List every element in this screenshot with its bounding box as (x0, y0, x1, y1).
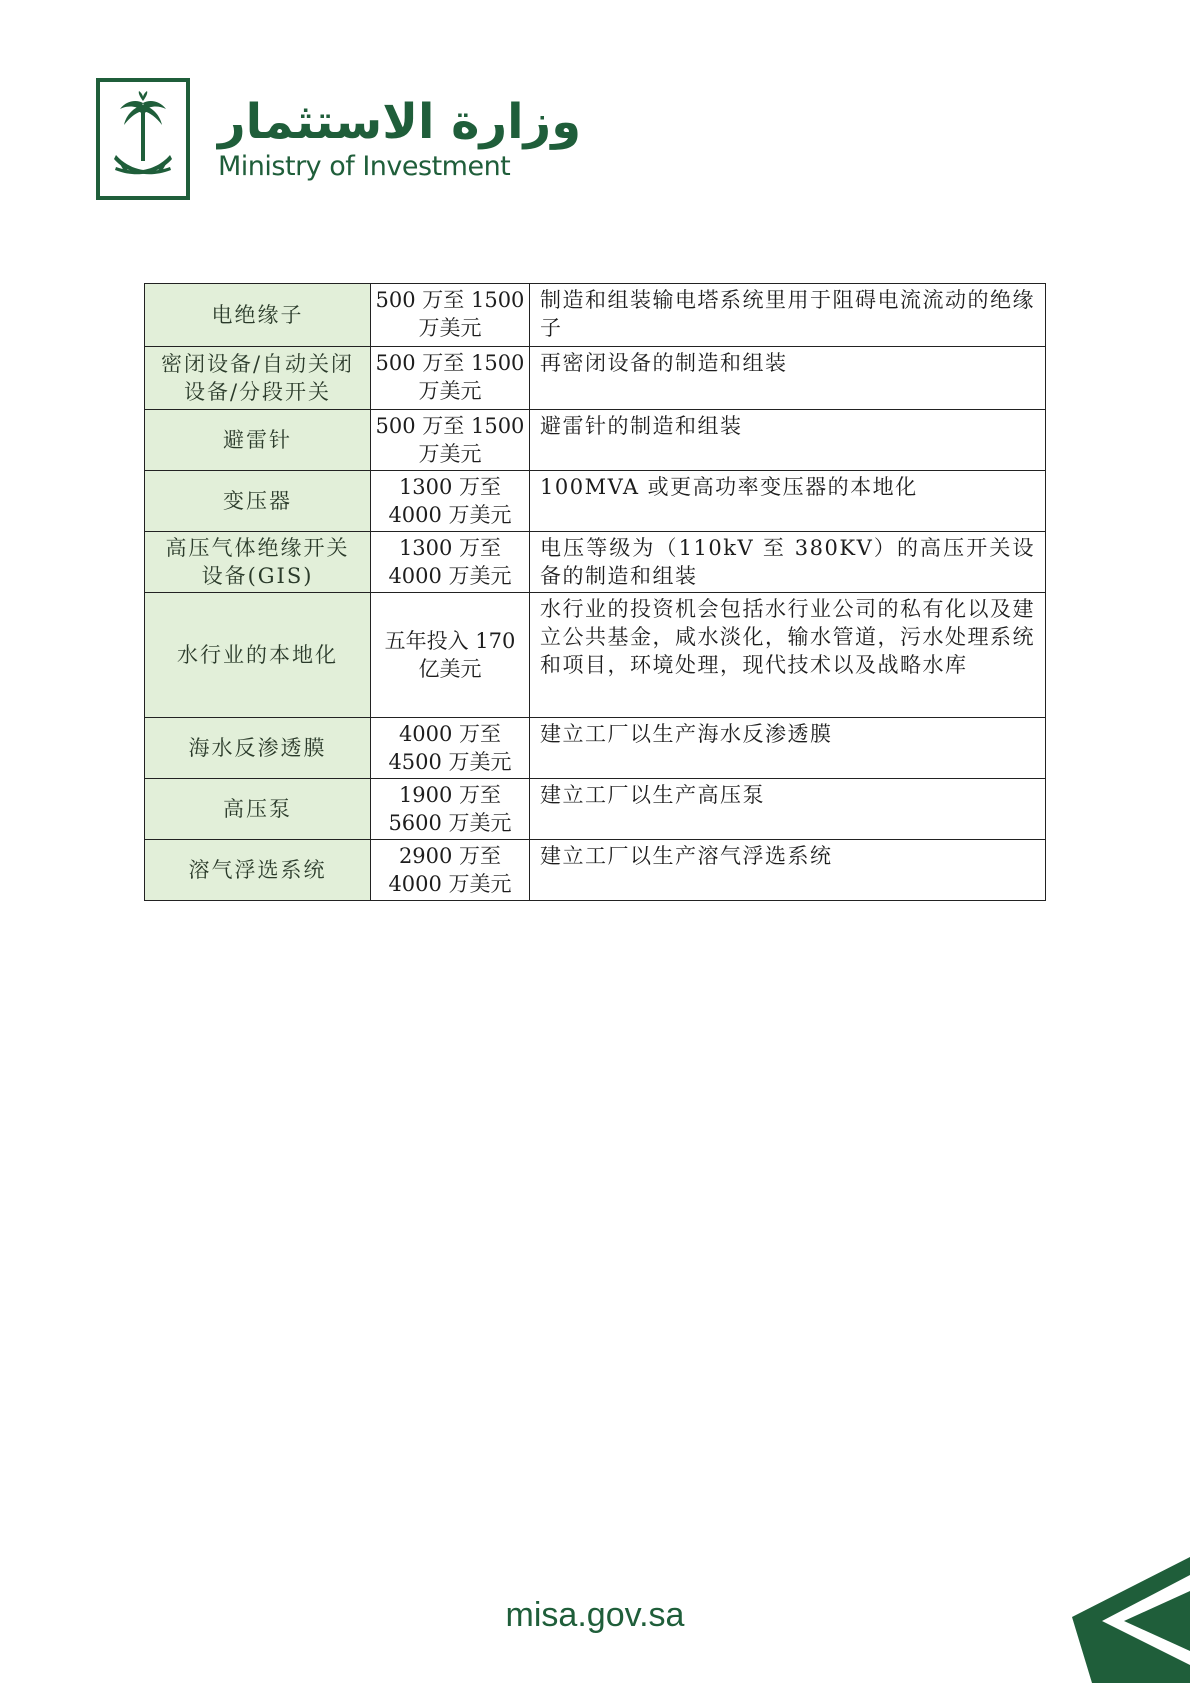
amount-cell: 1900 万至 5600 万美元 (371, 779, 530, 840)
description-cell: 建立工厂以生产海水反渗透膜 (530, 718, 1046, 779)
amount-cell: 五年投入 170 亿美元 (371, 593, 530, 718)
logo-english-name: Ministry of Investment (218, 151, 511, 182)
amount-cell: 4000 万至 4500 万美元 (371, 718, 530, 779)
ministry-logo (96, 78, 581, 200)
description-cell: 建立工厂以生产高压泵 (530, 779, 1046, 840)
description-cell: 再密闭设备的制造和组装 (530, 347, 1046, 410)
table-row (145, 718, 1046, 779)
amount-cell: 1300 万至 4000 万美元 (371, 532, 530, 593)
sector-cell: 水行业的本地化 (145, 593, 371, 718)
sector-cell: 电绝缘子 (145, 284, 371, 347)
description-cell: 制造和组装输电塔系统里用于阻碍电流流动的绝缘子 (530, 284, 1046, 347)
sector-cell: 密闭设备/自动关闭设备/分段开关 (145, 347, 371, 410)
footer-website-url[interactable]: misa.gov.sa (505, 1596, 685, 1634)
chevron-left-corner-icon (1072, 1551, 1190, 1683)
amount-cell: 500 万至 1500 万美元 (371, 410, 530, 471)
emblem-box (96, 78, 190, 200)
sector-cell: 避雷针 (145, 410, 371, 471)
description-cell: 100MVA 或更高功率变压器的本地化 (530, 471, 1046, 532)
table-row (145, 284, 1046, 347)
sector-cell: 溶气浮选系统 (145, 840, 371, 901)
palm-and-swords-icon (108, 89, 178, 189)
description-cell: 电压等级为（110kV 至 380KV）的高压开关设备的制造和组装 (530, 532, 1046, 593)
sector-cell: 高压泵 (145, 779, 371, 840)
description-cell: 避雷针的制造和组装 (530, 410, 1046, 471)
sector-cell: 高压气体绝缘开关设备(GIS) (145, 532, 371, 593)
investment-opportunities-table (144, 283, 1046, 901)
logo-arabic-name: وزارة الاستثمار (218, 94, 582, 150)
table-row (145, 532, 1046, 593)
amount-cell: 2900 万至 4000 万美元 (371, 840, 530, 901)
sector-cell: 变压器 (145, 471, 371, 532)
description-cell: 水行业的投资机会包括水行业公司的私有化以及建立公共基金，咸水淡化，输水管道，污水处理系统和项目，环境处理，现代技术以及战略水库 (530, 593, 1046, 718)
table-row (145, 779, 1046, 840)
amount-cell: 1300 万至 4000 万美元 (371, 471, 530, 532)
table-row (145, 471, 1046, 532)
amount-cell: 500 万至 1500 万美元 (371, 347, 530, 410)
sector-cell: 海水反渗透膜 (145, 718, 371, 779)
description-cell: 建立工厂以生产溶气浮选系统 (530, 840, 1046, 901)
table-row (145, 593, 1046, 718)
logo-text (218, 94, 581, 184)
amount-cell: 500 万至 1500 万美元 (371, 284, 530, 347)
table-row (145, 410, 1046, 471)
table-row (145, 347, 1046, 410)
table-row (145, 840, 1046, 901)
